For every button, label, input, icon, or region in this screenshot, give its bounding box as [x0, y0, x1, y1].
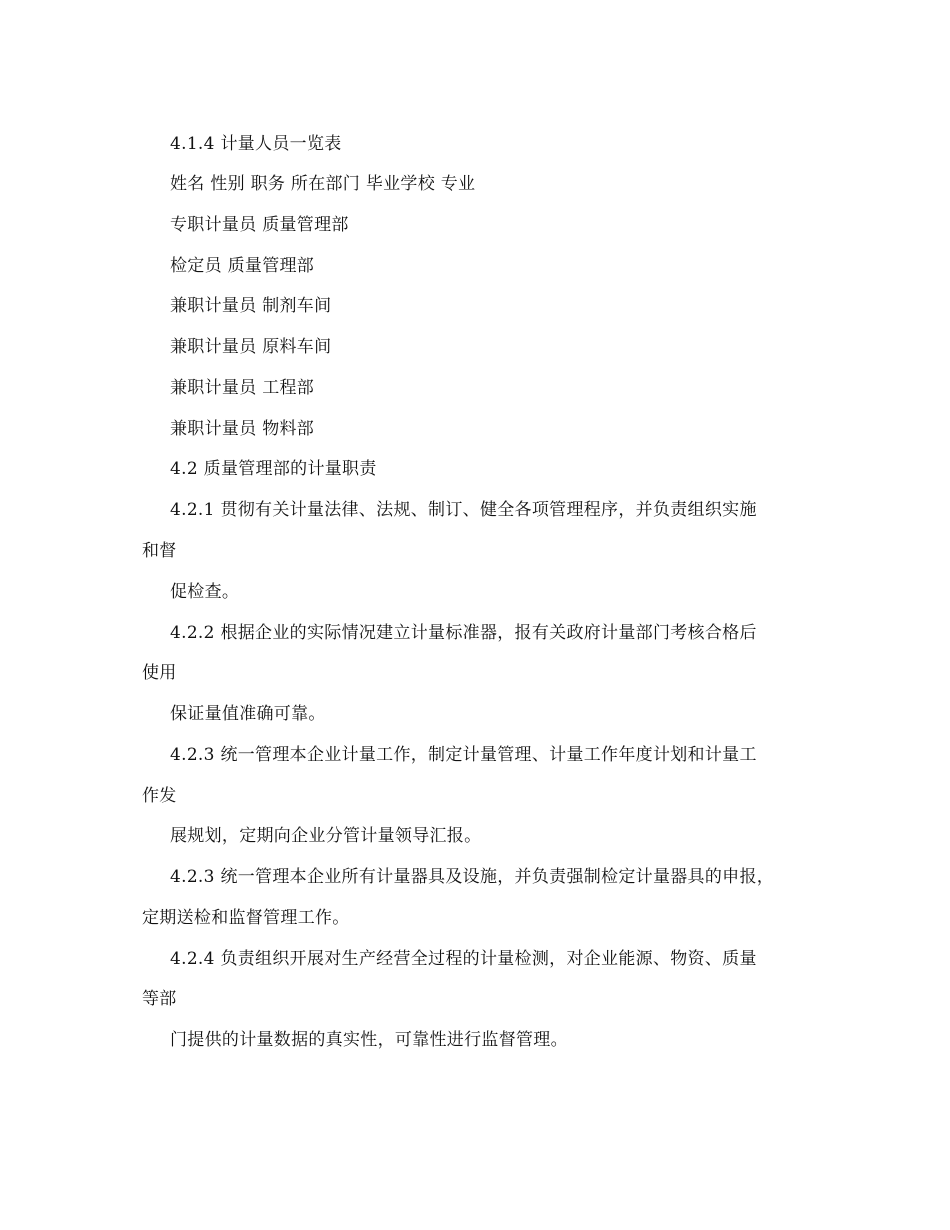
paragraph-line: 4.2.2 根据企业的实际情况建立计量标准器，报有关政府计量部门考核合格后 — [170, 623, 757, 643]
paragraph-line: 促检查。 — [170, 582, 240, 602]
paragraph-line: 门提供的计量数据的真实性，可靠性进行监督管理。 — [170, 1030, 568, 1050]
table-row: 专职计量员 质量管理部 — [170, 215, 349, 235]
paragraph-line: 使用 — [142, 663, 177, 683]
paragraph-line: 定期送检和监督管理工作。 — [142, 908, 350, 928]
paragraph-line: 保证量值准确可靠。 — [170, 704, 326, 724]
table-row: 兼职计量员 原料车间 — [170, 337, 332, 357]
section-heading-4-2: 4.2 质量管理部的计量职责 — [170, 459, 377, 479]
paragraph-line: 4.2.1 贯彻有关计量法律、法规、制订、健全各项管理程序，并负责组织实施 — [170, 500, 757, 520]
paragraph-line: 4.2.3 统一管理本企业所有计量器具及设施，并负责强制检定计量器具的申报， — [170, 867, 775, 887]
table-row: 检定员 质量管理部 — [170, 256, 315, 276]
paragraph-line: 等部 — [142, 989, 177, 1009]
paragraph-line: 作发 — [142, 786, 177, 806]
paragraph-line: 展规划，定期向企业分管计量领导汇报。 — [170, 826, 482, 846]
paragraph-line: 4.2.3 统一管理本企业计量工作，制定计量管理、计量工作年度计划和计量工 — [170, 745, 757, 765]
table-row: 兼职计量员 物料部 — [170, 419, 315, 439]
table-header-row: 姓名 性别 职务 所在部门 毕业学校 专业 — [170, 174, 476, 194]
table-row: 兼职计量员 工程部 — [170, 378, 315, 398]
paragraph-line: 4.2.4 负责组织开展对生产经营全过程的计量检测，对企业能源、物资、质量 — [170, 949, 757, 969]
section-heading-4-1-4: 4.1.4 计量人员一览表 — [170, 134, 342, 154]
paragraph-line: 和督 — [142, 541, 177, 561]
table-row: 兼职计量员 制剂车间 — [170, 296, 332, 316]
